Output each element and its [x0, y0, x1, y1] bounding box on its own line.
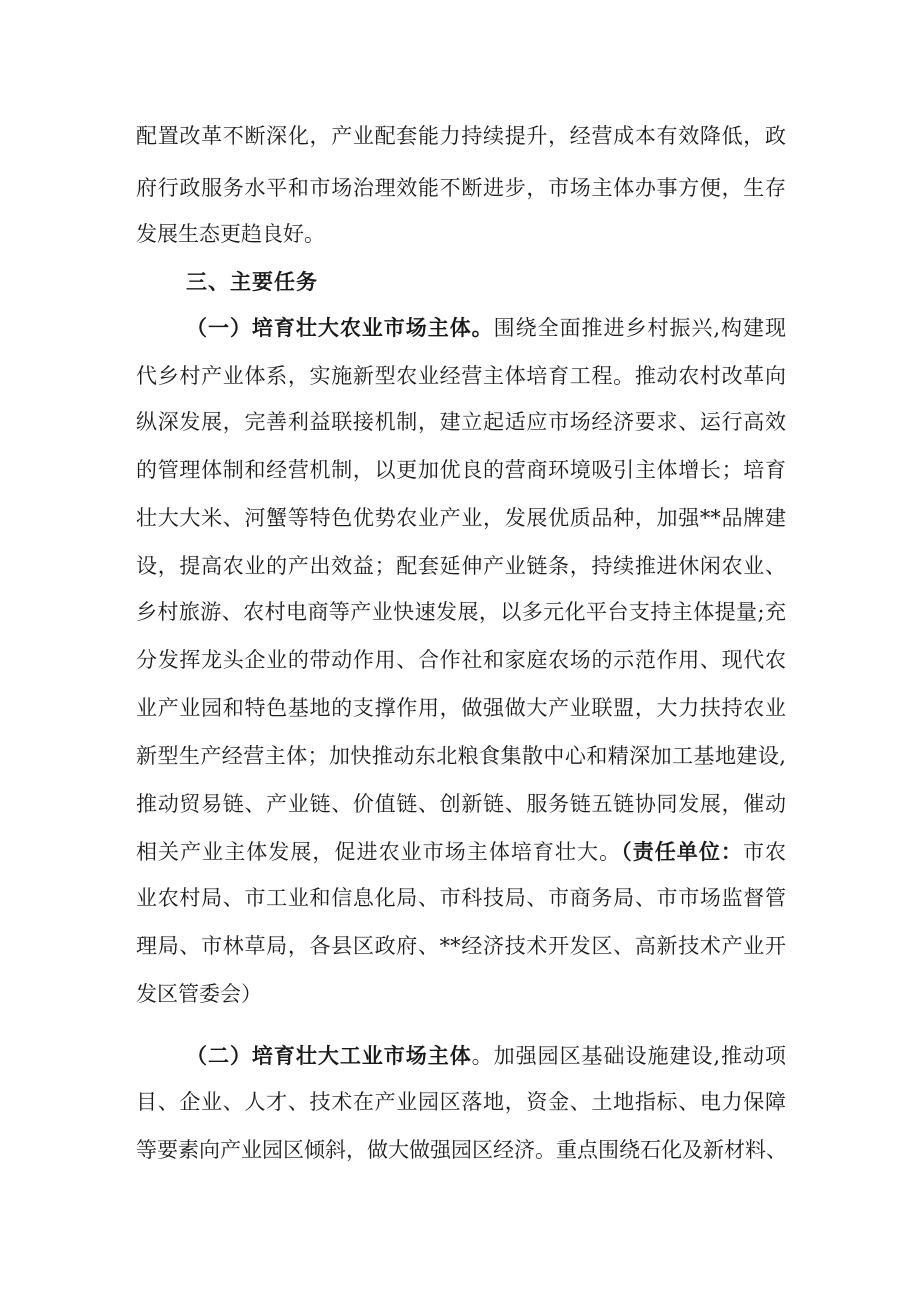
paragraph-line: 设，提高农业的产出效益；配套延伸产业链条，持续推进休闲农业、: [136, 554, 786, 578]
responsibility-label: （责任单位：: [621, 839, 743, 864]
paragraph-line: 推动贸易链、产业链、价值链、创新链、服务链五链协同发展，催动: [136, 792, 786, 816]
paragraph-line: 代乡村产业体系，实施新型农业经营主体培育工程。推动农村改革向: [136, 364, 786, 388]
section-heading: 三、主要任务: [186, 269, 318, 294]
paragraph-line: 业农村局、市工业和信息化局、市科技局、市商务局、市市场监督管: [136, 886, 786, 910]
paragraph-line: 壮大大米、河蟹等特色优势农业产业，发展优质品种，加强**品牌建: [136, 506, 786, 530]
paragraph-line-with-responsibility: [136, 837, 786, 867]
paragraph-line: 发展生态更趋良好。: [136, 222, 325, 246]
paragraph-line: 纵深发展，完善利益联接机制，建立起适应市场经济要求、运行高效: [136, 410, 786, 434]
item-2-first-line: [186, 1041, 786, 1071]
paragraph-line: 分发挥龙头企业的带动作用、合作社和家庭农场的示范作用、现代农: [136, 648, 786, 672]
item-1-text: 围绕全面推进乡村振兴,构建现: [493, 316, 786, 340]
item-2-title: （二）培育壮大工业市场主体: [186, 1043, 472, 1068]
paragraph-line: 等要素向产业园区倾斜，做大做强园区经济。重点围绕石化及新材料、: [136, 1138, 787, 1162]
paragraph-line: 新型生产经营主体；加快推动东北粮食集散中心和精深加工基地建设,: [136, 744, 786, 768]
item-1-title: （一）培育壮大农业市场主体。: [186, 315, 494, 340]
item-2-text: 。加强园区基础设施建设,推动项: [471, 1044, 786, 1068]
item-1-first-line: [186, 313, 786, 343]
paragraph-line: 业产业园和特色基地的支撑作用，做强做大产业联盟，大力扶持农业: [136, 696, 786, 720]
paragraph-line: 发区管委会）: [136, 982, 262, 1006]
paragraph-line: 乡村旅游、农村电商等产业快速发展，以多元化平台支持主体提量;充: [136, 600, 786, 624]
paragraph-line: 的管理体制和经营机制，以更加优良的营商环境吸引主体增长；培育: [136, 458, 786, 482]
paragraph-line: 配置改革不断深化，产业配套能力持续提升，经营成本有效降低，政: [136, 124, 786, 148]
paragraph-line: 理局、市林草局，各县区政府、**经济技术开发区、高新技术产业开: [136, 934, 786, 958]
paragraph-line: 府行政服务水平和市场治理效能不断进步，市场主体办事方便，生存: [136, 176, 786, 200]
responsibility-start: 市农: [742, 840, 787, 864]
paragraph-line: 目、企业、人才、技术在产业园区落地，资金、土地指标、电力保障: [136, 1090, 786, 1114]
item-1-conclusion: 相关产业主体发展，促进农业市场主体培育壮大。: [136, 840, 622, 864]
